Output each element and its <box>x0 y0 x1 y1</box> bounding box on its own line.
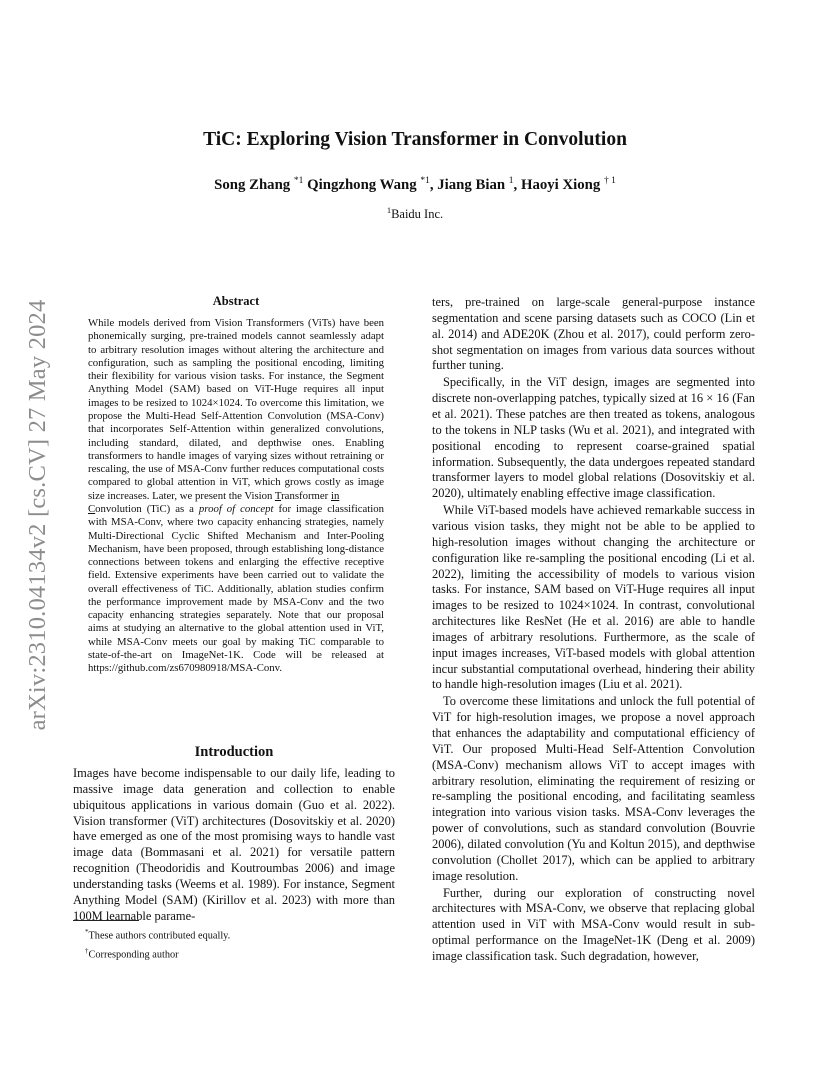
body-paragraph: Further, during our exploration of constructing novel architectures with MSA-Conv, we observe that replacing global attention used in ViT with MSA-Conv would result in sub-optimal performance on the ImageNet-1K (Deng et al. 2009) image classification task. Such degradation, however, <box>432 885 755 963</box>
introduction-paragraph: Images have become indispensable to our daily life, leading to massive image data generation and collection to enable ubiquitous applications in various domain (Guo et al. 2022). Vision transformer (ViT) architectures (Dosovitskiy et al. 2020) have emerged as one of the most promising ways to handle vast image data (Bommasani et al. 2021) for versatile pattern recognition (Theodoridis and Koutroumbas 2006) and image understanding tasks (Weems et al. 1989). For instance, Segment Anything Model (SAM) (Kirillov et al. 2023) with more than 100M learnable parame- <box>73 766 395 923</box>
paper-title: TiC: Exploring Vision Transformer in Convolution <box>203 129 627 150</box>
author-name: Jiang Bian <box>437 176 506 193</box>
introduction-heading: Introduction <box>194 744 274 760</box>
author-mark: *1 <box>293 176 304 186</box>
footnote-divider <box>73 920 139 921</box>
author-name: Qingzhong Wang <box>307 176 417 193</box>
affiliation-mark: 1 <box>386 205 392 215</box>
body-paragraph: To overcome these limitations and unlock the full potential of ViT for high-resolution images, we propose a novel approach that enhances the adaptability and computational efficiency of ViT. Our proposed Multi-Head Self-Attention Convolution (MSA-Conv) mechanism allows ViT to accept images with arbitrary resolution, eliminating the requirement of resizing or re-sampling the positional encoding, and facilitating seamless integration into various vision tasks. MSA-Conv leverages the power of convolutions, such as standard convolution (Bouvrie 2006), dilated convolution (Yu and Koltun 2015), and depthwise convolution (Chollet 2017), which can be applied to arbitrary image resolution. <box>432 694 755 883</box>
footnote-corresponding-author: †Corresponding author <box>85 946 179 961</box>
footnote-equal-contribution: *These authors contributed equally. <box>85 928 231 942</box>
author-mark: 1 <box>508 176 514 186</box>
arxiv-identifier-text: arXiv:2310.04134v2 [cs.CV] 27 May 2024 <box>24 299 51 731</box>
body-paragraph: Specifically, in the ViT design, images are segmented into discrete non-overlapping patches, typically sized at 16 × 16 (Fan et al. 2021). These patches are then treated as tokens, analogous to the tokens in NLP tasks (Wu et al. 2021), and integrated with positional encoding to represent coarse-grained spatial information. Subsequently, the data undergoes repeated standard transformer layers to model global relations (Dosovitskiy et al. 2020), ultimately enabling effective image classification. <box>432 375 755 501</box>
affiliation <box>74 205 756 222</box>
author-list: Song Zhang $^{*1}$ Qingzhong Wang $^{*1}$, Jiang Bian $^1$, Haoyi Xiong $^{\dagger 1}$ <box>214 176 616 193</box>
abstract-heading: Abstract <box>212 294 260 308</box>
footnotes <box>73 925 395 963</box>
author-name: Song Zhang <box>214 176 291 193</box>
author-name: Haoyi Xiong <box>520 176 601 193</box>
author-mark: † 1 <box>604 176 616 186</box>
abstract-text: While models derived from Vision Transformers (ViTs) have been phonemically surging, pre-trained models cannot seamlessly adapt to arbitrary resolution images without altering the architecture and configuration, such as sampling the positional encoding, limiting their flexibility for various vision tasks. For instance, the Segment Anything Model (SAM) based on ViT-Huge requires all input images to be resized to 1024×1024. To overcome this limitation, we propose the Multi-Head Self-Attention Convolution (MSA-Conv) that incorporates Self-Attention within generalized convolutions, including standard, dilated, and depthwise ones. Enabling transformers to handle images of varying sizes without retraining or rescaling, the use of MSA-Conv further reduces computational costs compared to global attention in ViT, which grows costly as image size increases. Later, we present the Vision Transformer in Convolution (TiC) as a proof of concept for image classification with MSA-Conv, where two capacity enhancing strategies, namely Multi-Directional Cyclic Shifted Mechanism and Inter-Pooling Mechanism, have been proposed, through establishing long-distance connections between tokens and enlarging the effective receptive field. Extensive experiments have been carried out to validate the overall effectiveness of TiC. Additionally, ablation studies confirm the performance improvement made by MSA-Conv and the two capacity enhancing strategies separately. Note that our proposal aims at studying an alternative to the global attention used in ViT, while MSA-Conv meets our goal by making TiC comparable to state-of-the-art on ImageNet-1K. Code will be released at https://github.com/zs670980918/MSA-Conv. <box>88 317 384 675</box>
right-column-body <box>432 295 755 966</box>
affiliation-name: Baidu Inc. <box>391 207 444 222</box>
arxiv-identifier-stamp <box>18 270 58 760</box>
author-mark: *1 <box>420 176 430 186</box>
body-paragraph: While ViT-based models have achieved remarkable success in various vision tasks, they might not be able to be applied to high-resolution images without changing the architecture or configuration like re-sampling the positional encoding (Li et al. 2022), limiting the accessibility of models to various vision tasks. For instance, SAM based on ViT-Huge requires all input images to be resized to 1024×1024. In contrast, convolutional architectures like ResNet (He et al. 2016) are able to handle images of arbitrary resolutions. Furthermore, as the scale of input images increases, ViT-based models with global attention incur substantial computational overhead, hindering their ability to handle high-resolution images (Liu et al. 2021). <box>432 503 755 692</box>
body-paragraph: ters, pre-trained on large-scale general-purpose instance segmentation and scene parsing datasets such as COCO (Lin et al. 2014) and ADE20K (Zhou et al. 2017), could perform zero-shot segmentation on images from various data sources without further tuning. <box>432 295 755 373</box>
